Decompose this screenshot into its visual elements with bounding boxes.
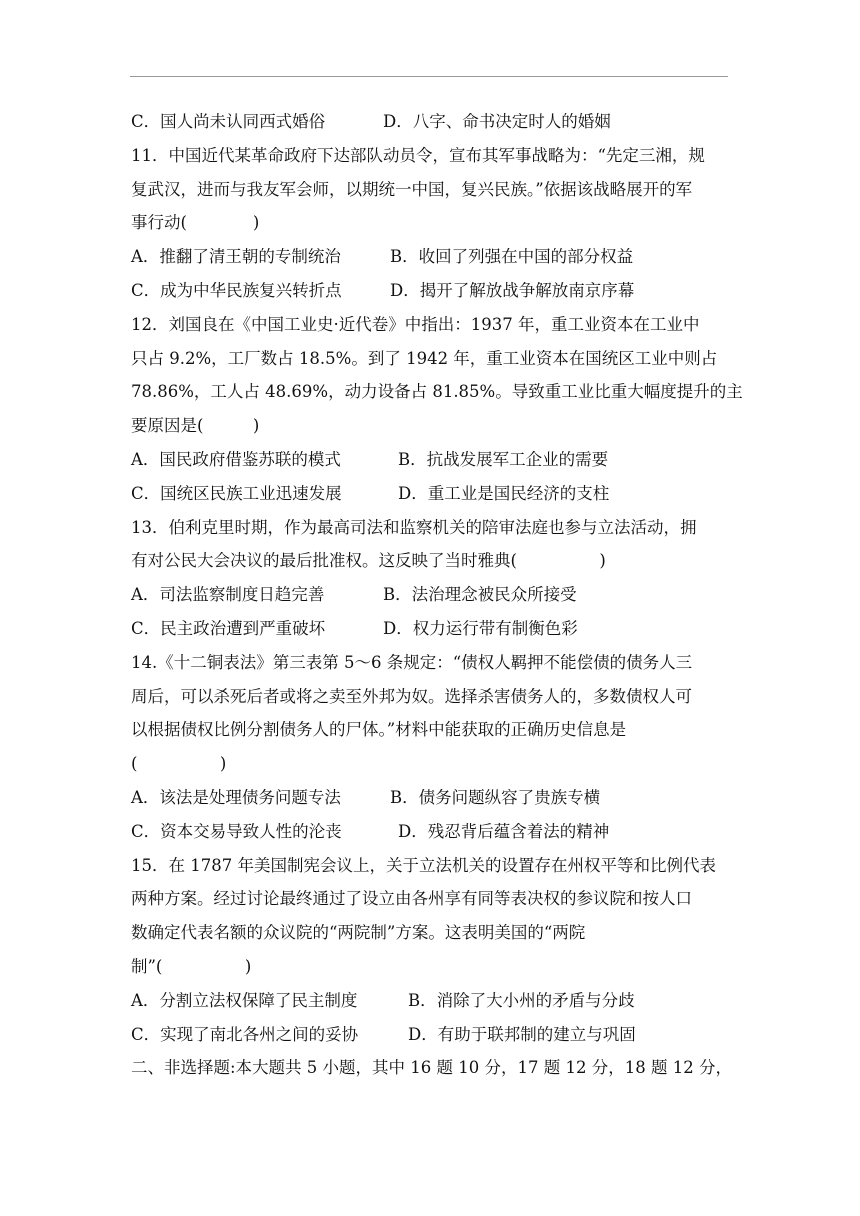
- text-line: 15．在 1787 年美国制宪会议上，关于立法机关的设置存在州权平等和比例代表: [131, 856, 716, 875]
- option-left: C．实现了南北各州之间的妥协: [131, 1025, 359, 1044]
- option-row: [131, 110, 611, 134]
- option-left: C．国统区民族工业迅速发展: [131, 484, 342, 503]
- option-row: [131, 482, 610, 506]
- text-line: 事行动( ): [131, 213, 260, 232]
- option-left: C．成为中华民族复兴转折点: [131, 281, 342, 300]
- option-row: [131, 786, 601, 810]
- option-left: A．司法监察制度日趋完善: [131, 585, 325, 604]
- option-right: B．收回了列强在中国的部分权益: [390, 247, 634, 266]
- text-line: 两种方案。经过讨论最终通过了设立由各州享有同等表决权的参议院和按人口: [131, 889, 692, 908]
- text-line: 二、非选择题:本大题共 5 小题，其中 16 题 10 分，17 题 12 分，18 题 12 分，: [131, 1058, 732, 1077]
- option-left: C．民主政治遭到严重破坏: [131, 619, 326, 638]
- option-row: [131, 820, 610, 844]
- option-right: D．八字、命书决定时人的婚姻: [383, 112, 611, 131]
- option-left: C．资本交易导致人性的沦丧: [131, 822, 342, 841]
- option-row: [131, 583, 577, 607]
- option-row: [131, 279, 635, 303]
- option-left: A．推翻了清王朝的专制统治: [131, 247, 341, 266]
- option-left: A．该法是处理债务问题专法: [131, 788, 341, 807]
- text-line: 制”( ): [131, 957, 252, 976]
- text-line: 复武汉，进而与我友军会师，以期统一中国，复兴民族。”依据该战略展开的军: [131, 180, 693, 199]
- option-row: [131, 989, 635, 1013]
- option-left: A．分割立法权保障了民主制度: [131, 991, 358, 1010]
- option-right: B．法治理念被民众所接受: [383, 585, 577, 604]
- header-rule: [130, 76, 728, 77]
- option-right: D．重工业是国民经济的支柱: [398, 484, 610, 503]
- option-right: D．揭开了解放战争解放南京序幕: [390, 281, 635, 300]
- text-line: 以根据债权比例分割债务人的尸体。”材料中能获取的正确历史信息是: [131, 720, 627, 739]
- option-row: [131, 617, 578, 641]
- text-line: 12．刘国良在《中国工业史·近代卷》中指出：1937 年，重工业资本在工业中: [131, 315, 700, 334]
- text-line: 要原因是( ): [131, 416, 260, 435]
- option-left: A．国民政府借鉴苏联的模式: [131, 450, 341, 469]
- option-right: D．权力运行带有制衡色彩: [383, 619, 578, 638]
- text-line: 只占 9.2%，工厂数占 18.5%。到了 1942 年，重工业资本在国统区工业中则占: [131, 349, 718, 368]
- option-right: B．债务问题纵容了贵族专横: [390, 788, 601, 807]
- option-row: [131, 1023, 636, 1047]
- option-right: D．有助于联邦制的建立与巩固: [408, 1025, 636, 1044]
- text-line: 78.86%，工人占 48.69%，动力设备占 81.85%。导致重工业比重大幅度提升的主: [131, 382, 743, 401]
- text-line: 11．中国近代某革命政府下达部队动员令，宣布其军事战略为：“先定三湘，规: [131, 146, 705, 165]
- option-right: D．残忍背后蕴含着法的精神: [398, 822, 610, 841]
- option-right: B．消除了大小州的矛盾与分歧: [408, 991, 635, 1010]
- text-line: 有对公民大会决议的最后批准权。这反映了当时雅典( ): [131, 551, 606, 570]
- text-line: 13．伯利克里时期，作为最高司法和监察机关的陪审法庭也参与立法活动，拥: [131, 518, 697, 537]
- text-line: 14.《十二铜表法》第三表第 5～6 条规定：“债权人羁押不能偿债的债务人三: [131, 653, 693, 672]
- text-line: ( ): [131, 754, 227, 773]
- option-left: C．国人尚未认同西式婚俗: [131, 112, 326, 131]
- text-line: 周后，可以杀死后者或将之卖至外邦为奴。选择杀害债务人的，多数债权人可: [131, 687, 692, 706]
- option-row: [131, 448, 609, 472]
- option-row: [131, 245, 634, 269]
- option-right: B．抗战发展军工企业的需要: [398, 450, 609, 469]
- text-line: 数确定代表名额的众议院的“两院制”方案。这表明美国的“两院: [131, 923, 586, 942]
